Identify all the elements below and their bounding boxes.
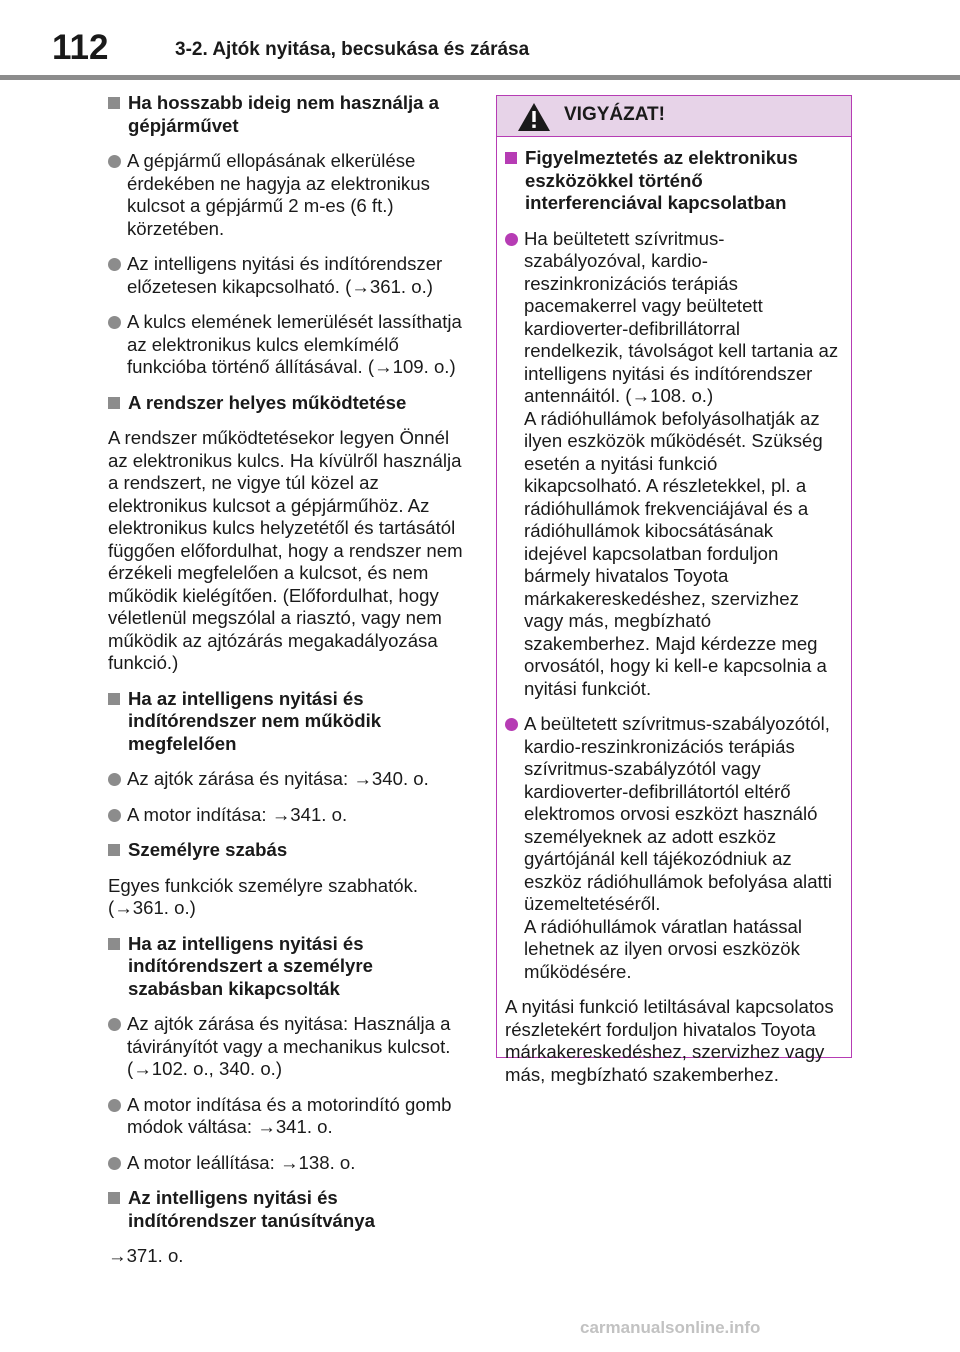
bullet-item: Ha beültetett szívritmus-szabályozóval, kardio-reszinkronizációs terápiás pacemakerrel vagy beültetett kardioverter-defibrillátorral rendelkezik, távolságot kell tartania az intelligens nyitási és indítórendszer antennáitól. (→108. o.) A rádióhullámok befolyásolhatják az ilyen eszközök működését. Szükség esetén a nyitási funkció kikapcsolható. A részletekkel, pl. a rádióhullámok frekvenciájával és a rádióhullámok kibocsátásának idejével kapcsolatban forduljon bármely hivatalos Toyota márkakereskedéshez, szervizhez vagy más, megbízható szakemberhez. Majd kérdezze meg orvosától, hogy ki kell-e kapcsolnia a nyitási funkciót.: [505, 228, 839, 701]
heading-disabled: Ha az intelligens nyitási és indítórendszert a személyre szabásban kikapcsolták: [108, 933, 468, 1001]
caution-body: [497, 137, 851, 1086]
heading-not-working: Ha az intelligens nyitási és indítórendszer nem működik megfelelően: [108, 688, 468, 756]
bullet-item: Az intelligens nyitási és indítórendszer előzetesen kikapcsolható. (→361. o.): [108, 253, 468, 298]
round-bullet-icon: [108, 773, 121, 786]
warning-triangle-icon: [517, 102, 551, 132]
bullet-item: Az ajtók zárása és nyitása: →340. o.: [108, 768, 468, 791]
bullet-item: A motor leállítása: →138. o.: [108, 1152, 468, 1175]
page-header: [0, 0, 960, 80]
paragraph: Egyes funkciók személyre szabhatók. (→361. o.): [108, 874, 419, 918]
watermark: carmanualsonline.info: [580, 1318, 761, 1337]
round-bullet-icon: [108, 1099, 121, 1112]
round-bullet-icon: [108, 316, 121, 329]
heading-certificate: Az intelligens nyitási és indítórendszer tanúsítványa: [108, 1187, 468, 1232]
section-title: 3-2. Ajtók nyitása, becsukása és zárása: [175, 39, 530, 60]
caution-heading: Figyelmeztetés az elektronikus eszközökkel történő interferenciával kapcsolatban: [505, 147, 839, 215]
bullet-item: Az ajtók zárása és nyitása: Használja a távirányítót vagy a mechanikus kulcsot. (→102. o., 340. o.): [108, 1013, 468, 1081]
square-bullet-icon: [108, 938, 120, 950]
square-bullet-icon: [108, 397, 120, 409]
paragraph: A nyitási funkció letiltásával kapcsolatos részletekért forduljon hivatalos Toyota márkakereskedéshez, szervizhez vagy más, megbízható szakemberhez.: [505, 996, 834, 1085]
heading-long-term: Ha hosszabb ideig nem használja a gépjárművet: [108, 92, 468, 137]
paragraph: →371. o.: [108, 1245, 184, 1266]
bullet-item: A motor indítása: →341. o.: [108, 804, 468, 827]
round-bullet-icon: [505, 718, 518, 731]
bullet-item: A gépjármű ellopásának elkerülése érdekében ne hagyja az elektronikus kulcsot a gépjármű 2 m-es (6 ft.) körzetében.: [108, 150, 468, 240]
page-number: 112: [52, 28, 109, 67]
square-bullet-icon: [505, 152, 517, 164]
square-bullet-icon: [108, 97, 120, 109]
round-bullet-icon: [108, 258, 121, 271]
round-bullet-icon: [108, 1018, 121, 1031]
header-rule: [0, 75, 960, 80]
bullet-item: A beültetett szívritmus-szabályozótól, kardio-reszinkronizációs terápiás szívritmus-szabályzótól vagy kardioverter-defibrillátortól eltérő elektromos orvosi eszközt használó személyeknek az adott eszköz gyártójánál kell tájékozódniuk az eszköz rádióhullámok befolyása alatti üzemeltetéséről. A rádióhullámok váratlan hatással lehetnek az ilyen orvosi eszközök működésére.: [505, 713, 839, 983]
square-bullet-icon: [108, 844, 120, 856]
bullet-item: A motor indítása és a motorindító gomb módok váltása: →341. o.: [108, 1094, 468, 1139]
round-bullet-icon: [108, 155, 121, 168]
square-bullet-icon: [108, 693, 120, 705]
heading-customization: Személyre szabás: [108, 839, 468, 862]
heading-correct-operation: A rendszer helyes működtetése: [108, 392, 468, 415]
caution-title: VIGYÁZAT!: [564, 104, 665, 125]
caution-box: [496, 95, 852, 1085]
bullet-item: A kulcs elemének lemerülését lassíthatja az elektronikus kulcs elemkímélő funkcióba történő állításával. (→109. o.): [108, 311, 468, 379]
round-bullet-icon: [108, 1157, 121, 1170]
caution-header: [497, 96, 851, 137]
round-bullet-icon: [108, 809, 121, 822]
paragraph: A rendszer működtetésekor legyen Önnél az elektronikus kulcs. Ha kívülről használja a rendszert, ne vigye túl közel az elektronikus kulcsot a gépjárműhöz. Az elektronikus kulcs helyzetétől és tartásától függően előfordulhat, hogy a rendszer nem érzékeli megfelelően a kulcsot, és nem működik kielégítően. (Előfordulhat, hogy véletlenül megszólal a riasztó, vagy nem működik az ajtózárás megakadályozása funkció.): [108, 427, 463, 673]
left-column: [108, 92, 468, 1281]
square-bullet-icon: [108, 1192, 120, 1204]
round-bullet-icon: [505, 233, 518, 246]
